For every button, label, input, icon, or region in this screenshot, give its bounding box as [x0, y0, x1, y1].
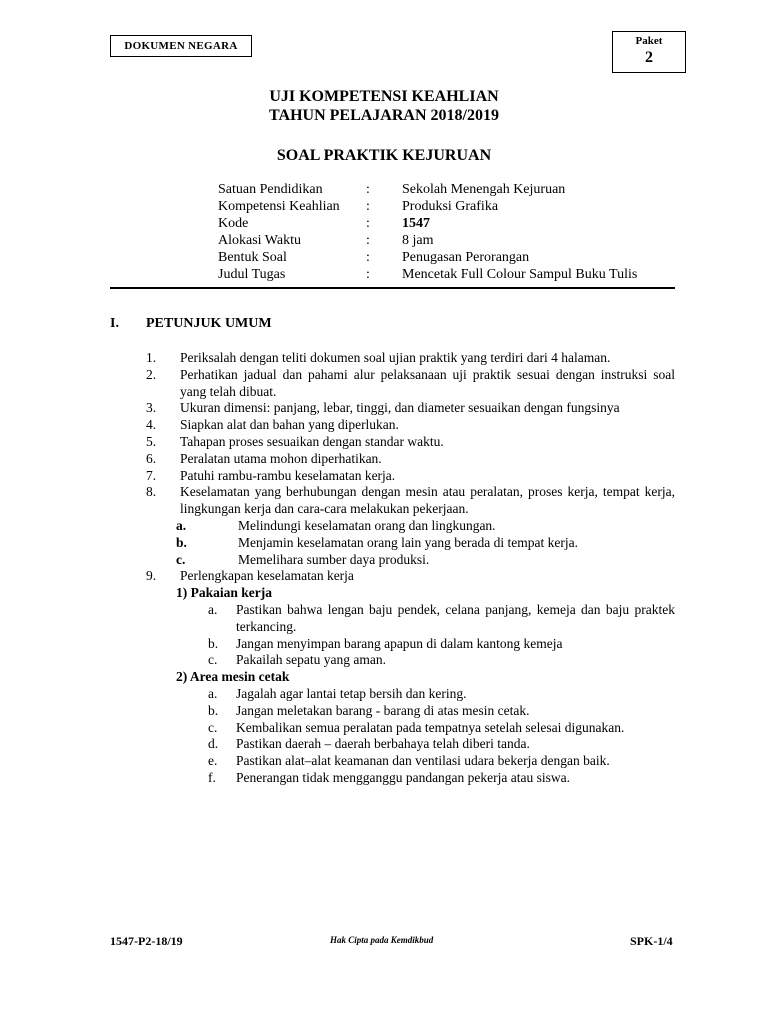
footer-page-number: SPK-1/4 — [630, 934, 673, 948]
list-item — [146, 400, 675, 417]
group-item-letter: b. — [208, 635, 219, 651]
title-line-1: UJI KOMPETENSI KEAHLIAN — [269, 88, 499, 105]
item-text: Keselamatan yang berhubungan dengan mesin atau peralatan, proses kerja, tempat kerja, lingkungan kerja dan cara-cara melakukan pekerjaan. — [180, 484, 675, 517]
group-item — [208, 652, 675, 669]
info-row — [218, 198, 637, 215]
item-number: 6. — [146, 450, 157, 466]
sub-item-text: Menjamin keselamatan orang lain yang berada di tempat kerja. — [238, 534, 578, 550]
info-value: 1547 — [402, 216, 430, 231]
list-item — [146, 568, 675, 585]
group-item-text: Jagalah agar lantai tetap bersih dan kering. — [236, 685, 467, 701]
list-item — [146, 417, 675, 434]
info-key: Satuan Pendidikan — [218, 182, 323, 197]
document-classification-label: DOKUMEN NEGARA — [110, 35, 252, 57]
group-item-text: Pakailah sepatu yang aman. — [236, 652, 386, 668]
info-value: Mencetak Full Colour Sampul Buku Tulis — [402, 267, 638, 282]
info-colon: : — [366, 216, 370, 231]
info-table — [218, 181, 637, 283]
group-item-letter: a. — [208, 601, 218, 617]
group-item-letter: f. — [208, 769, 216, 785]
paket-number: 2 — [645, 49, 653, 66]
group-item-letter: c. — [208, 719, 218, 735]
info-colon: : — [366, 199, 370, 214]
group-item-letter: e. — [208, 753, 218, 769]
group-item-text: Pastikan bahwa lengan baju pendek, celana panjang, kemeja dan baju praktek terkancing. — [236, 601, 675, 634]
item-number: 5. — [146, 433, 157, 449]
group-item-text: Kembalikan semua peralatan pada tempatnya setelah selesai digunakan. — [236, 719, 625, 735]
paket-box — [612, 31, 686, 73]
sub-item-text: Melindungi keselamatan orang dan lingkungan. — [238, 517, 496, 533]
info-value: 8 jam — [402, 233, 434, 248]
list-item — [146, 367, 675, 401]
group-item-text: Jangan menyimpan barang apapun di dalam kantong kemeja — [236, 635, 563, 651]
group-heading-area-mesin-cetak: 2) Area mesin cetak — [176, 669, 290, 685]
group-item-text: Pastikan daerah – daerah berbahaya telah diberi tanda. — [236, 736, 530, 752]
item-number: 3. — [146, 400, 157, 416]
section-heading — [110, 316, 272, 332]
footer-document-code: 1547-P2-18/19 — [110, 934, 183, 948]
info-row — [218, 266, 637, 283]
list-item — [146, 434, 675, 451]
title-line-2: TAHUN PELAJARAN 2018/2019 — [269, 107, 499, 124]
item-number: 2. — [146, 366, 157, 382]
group-item — [208, 636, 675, 653]
item-text: Siapkan alat dan bahan yang diperlukan. — [180, 417, 399, 433]
item-number: 4. — [146, 417, 157, 433]
group-item — [208, 770, 675, 787]
list-item — [146, 484, 675, 518]
horizontal-divider — [110, 287, 675, 289]
info-key: Bentuk Soal — [218, 250, 287, 265]
item-number: 9. — [146, 568, 157, 584]
item-text: Perlengkapan keselamatan kerja — [180, 568, 354, 584]
group-item-letter: c. — [208, 652, 218, 668]
item-text: Perhatikan jadual dan pahami alur pelaksanaan uji praktik sesuai dengan instruksi soal yang telah dibuat. — [180, 366, 675, 399]
group-item — [208, 703, 675, 720]
info-value: Sekolah Menengah Kejuruan — [402, 182, 566, 197]
info-row — [218, 232, 637, 249]
group-item-text: Jangan meletakan barang - barang di atas mesin cetak. — [236, 702, 530, 718]
sub-item-letter: c. — [176, 551, 186, 567]
group-item-text: Pastikan alat–alat keamanan dan ventilasi udara bekerja dengan baik. — [236, 753, 610, 769]
group-item-letter: b. — [208, 702, 219, 718]
item-number: 7. — [146, 467, 157, 483]
sub-item-letter: b. — [176, 534, 187, 550]
group-item — [208, 753, 675, 770]
list-item — [146, 350, 675, 367]
title-line-3: SOAL PRAKTIK KEJURUAN — [276, 147, 492, 164]
item-text: Tahapan proses sesuaikan dengan standar waktu. — [180, 433, 444, 449]
sub-item-text: Memelihara sumber daya produksi. — [238, 551, 430, 567]
footer-copyright: Hak Cipta pada Kemdikbud — [330, 935, 434, 945]
info-value: Produksi Grafika — [402, 199, 499, 214]
section-title: PETUNJUK UMUM — [146, 316, 272, 331]
group-item — [208, 720, 675, 737]
item-number: 1. — [146, 350, 157, 365]
list-item — [146, 468, 675, 485]
sub-item-letter: a. — [176, 517, 187, 533]
group-heading-pakaian-kerja: 1) Pakaian kerja — [176, 585, 272, 601]
group-item — [208, 602, 675, 636]
item-text: Ukuran dimensi: panjang, lebar, tinggi, dan diameter sesuaikan dengan fungsinya — [180, 400, 620, 416]
info-colon: : — [366, 267, 370, 282]
item-number: 8. — [146, 484, 157, 500]
info-key: Kompetensi Keahlian — [218, 199, 340, 214]
sub-item — [176, 535, 675, 552]
info-key: Alokasi Waktu — [218, 233, 301, 248]
sub-item — [176, 518, 675, 535]
info-row — [218, 249, 637, 266]
group-item-letter: d. — [208, 736, 219, 752]
sub-item — [176, 552, 675, 569]
info-colon: : — [366, 250, 370, 265]
item-text: Peralatan utama mohon diperhatikan. — [180, 450, 382, 466]
info-colon: : — [366, 233, 370, 248]
section-number: I. — [110, 316, 119, 331]
info-key: Judul Tugas — [218, 267, 286, 282]
info-colon: : — [366, 182, 370, 197]
paket-label: Paket — [635, 35, 663, 47]
info-row — [218, 181, 637, 198]
list-item — [146, 451, 675, 468]
instruction-list — [146, 350, 675, 787]
item-text: Patuhi rambu-rambu keselamatan kerja. — [180, 467, 396, 483]
info-key: Kode — [218, 216, 249, 231]
group-item-letter: a. — [208, 685, 218, 701]
group-item — [208, 736, 675, 753]
info-row — [218, 215, 637, 232]
group-item — [208, 686, 675, 703]
info-value: Penugasan Perorangan — [402, 250, 530, 265]
group-item-text: Penerangan tidak mengganggu pandangan pekerja atau siswa. — [236, 769, 571, 785]
item-text: Periksalah dengan teliti dokumen soal ujian praktik yang terdiri dari 4 halaman. — [180, 350, 611, 365]
